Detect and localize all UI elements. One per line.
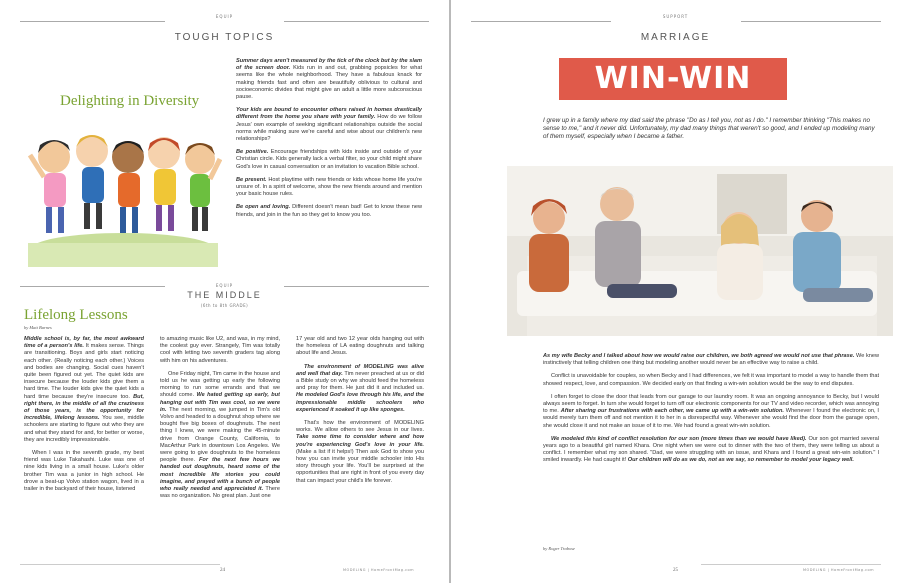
lifelong-paragraph: When I was in the seventh grade, my best friend was Luke Takahashi. Luke was one of nine kids living in a small house. Luke's older brother Tim was a junior in high school. He drove a beat-up Volvo station wagon, lived in a trailer in the backyard of their house, listened	[24, 450, 144, 493]
middle-kicker: EQUIP	[215, 283, 234, 288]
marriage-byline: by Roger Trabose	[543, 546, 575, 551]
lifelong-column-3	[296, 336, 424, 558]
lifelong-paragraph: The environment of MODELING was alive and well that day. Tim never preached at us or did a Bible study on why we should feed the homeless and pray for them. He just did it and included us. He modeled God's love through his life, and the impressionable middle schoolers who experienced it soaked it up like sponges.	[296, 363, 424, 413]
tough-topics-kicker: EQUIP	[215, 14, 234, 19]
right-page	[451, 0, 900, 583]
lifelong-paragraph: Middle school is, by far, the most awkward time of a person's life. It makes sense. Things are transitioning. Boys and girls start noticing each other. (Really noticing each other.) Voices and bodies are changing. Social cues haven't quite been figured out yet. The quiet kids are insecure because the louder kids give them a hard time. The louder kids give the quiet kids a hard time because they're insecure too. But, right there, in the middle of all the craziness of those years, is the opportunity for incredible, lifelong lessons. You see, middle schoolers are starting to figure out who they are and what they stand for and, for better or worse, they are incredibly impressionable.	[24, 336, 144, 443]
lifelong-column-2	[160, 336, 280, 558]
marriage-paragraph: I often forget to close the door that leads from our garage to our laundry room. It was an ongoing annoyance to Becky, but I would always seem to forget. In turn she would forget to turn off our electronic components for our TV and video recorder, which was annoying to me. After sharing our frustrations with each other, we came up with a win-win solution. Whenever I found the electronic on, I would merely turn them off and not mention it to her in a disrespectful way. Whenever she would find the door from the garage open, she would close it and not make an issue of it to me. We had found a great win-win solution.	[543, 393, 879, 429]
footer-brand: MODELING | HomeFrontMag.com	[343, 568, 415, 572]
diversity-paragraph: Be open and loving. Different doesn't mean bad! Get to know these new friends, and join in the fun so they get to know you too.	[236, 204, 422, 218]
marriage-body	[543, 353, 879, 543]
diversity-paragraph: Be positive. Encourage friendships with kids inside and outside of your Christian circle. Kids generally lack a verbal filter, so your child might share God's love in casual conversation or an invitation to vacation Bible school.	[236, 149, 422, 170]
footer-rule	[701, 564, 881, 565]
divider	[741, 21, 881, 22]
lifelong-title: Lifelong Lessons	[24, 307, 128, 323]
divider	[20, 21, 165, 22]
family-photo	[507, 166, 893, 336]
win-win-banner	[559, 58, 787, 100]
page-number: 25	[673, 568, 678, 573]
lifelong-byline: by Matt Barnes	[24, 325, 52, 330]
divider	[471, 21, 611, 22]
left-page	[0, 0, 449, 583]
diversity-body	[236, 58, 422, 266]
marriage-kicker: SUPPORT	[662, 14, 689, 19]
footer-rule	[20, 564, 220, 565]
lifelong-paragraph: to amazing music like U2, and was, in my mind, the coolest guy ever. Strangely, Tim was totally cool with letting two seventh graders tag along with him on his adventures.	[160, 336, 280, 364]
marriage-paragraph: As my wife Becky and I talked about how we would raise our children, we both agreed we would not use that phrase. We knew instinctively that telling children one thing but modeling another would never be an effective way to raise a child.	[543, 353, 879, 367]
lifelong-column-1	[24, 336, 144, 558]
divider	[20, 286, 165, 287]
marriage-paragraph: We modeled this kind of conflict resolution for our son (more times than we would have liked). Our son got married several years ago to a beautiful girl named Khara. One night when we were out to dinner with the two of them, they were telling us about a conflict. I remember what my son shared. "Dad, we were struggling with an issue, and Khara and I found a great win-win solution." I smiled inwardly. He had caught it! Our children will do as we do, not as we say, so remember to model your legacy well.	[543, 435, 879, 464]
lifelong-paragraph: 17 year old and two 12 year olds hanging out with the homeless of LA eating doughnuts and talking about life and Jesus.	[296, 336, 424, 357]
lifelong-paragraph: That's how the environment of MODELING works. We allow others to see Jesus in our lives. Take some time to consider where and how you're experiencing God's love in your life. (Make a list if it helps!) Then ask God to show you how you can invite your middle schooler into His story through your life. You'll be surprised at the opportunities that are right in front of you every day that can impact your child's life forever.	[296, 420, 424, 484]
marriage-title: MARRIAGE	[640, 32, 711, 43]
kids-illustration	[24, 117, 222, 269]
divider	[284, 286, 429, 287]
diversity-title: Delighting in Diversity	[60, 93, 200, 109]
divider	[284, 21, 429, 22]
middle-subtitle: (6th to 8th GRADE)	[200, 303, 249, 308]
tough-topics-title: TOUGH TOPICS	[174, 32, 275, 43]
diversity-paragraph: Your kids are bound to encounter others raised in homes drastically different from the home you share with your family. How do we follow Jesus' own example of seeking significant relationships outside the social norms while making sure we're careful and wise about our children's new relationships?	[236, 107, 422, 143]
marriage-intro: I grew up in a family where my dad said the phrase "Do as I tell you, not as I do." I remember thinking "This makes no sense to me," and it never did. Unfortunately, my dad many things that weren't so good, and I ended up modeling many of them myself, especially when I became a father.	[543, 117, 875, 140]
marriage-paragraph: Conflict is unavoidable for couples, so when Becky and I had differences, we felt it was important to model a way to handle them that showed respect, love, and compassion. We decided early on that finding a win-win solution would be the way to end disputes.	[543, 373, 879, 387]
middle-title: THE MIDDLE	[187, 290, 262, 300]
diversity-paragraph: Be present. Host playtime with new friends or kids whose home life you're unsure of. In a spirit of welcome, show the new friends around and mention your basic house rules.	[236, 176, 422, 198]
footer-brand: MODELING | HomeFrontMag.com	[803, 568, 875, 572]
diversity-paragraph: Summer days aren't measured by the tick of the clock but by the slam of the screen door. Kids run in and out, grabbing popsicles for what seems like the whole neighborhood. They have a fabulous knack for making friends fast and often are beautifully oblivious to cultural and socioeconomic divides that might give an adult a little more subconscious pause.	[236, 58, 422, 101]
lifelong-paragraph: One Friday night, Tim came in the house and told us he was getting up early the following morning to run some errands and that we should come. We hated getting up early, but hanging out with Tim was cool, so we were in. The next morning, we jumped in Tim's old Volvo and headed to a doughnut shop where we bought five big boxes of doughnuts. The next thing I knew, we were making the 45-minute drive from Orange County, California, to MacArthur Park in downtown Los Angeles. We were going to give doughnuts to the homeless people there. For the next few hours we handed out doughnuts, heard some of the most incredible life stories you could imagine, and prayed with a bunch of people who really needed and appreciated it. There was no organization. No great plan. Just one	[160, 370, 280, 500]
page-number: 24	[220, 568, 225, 573]
banner-title: WIN-WIN	[594, 61, 752, 96]
